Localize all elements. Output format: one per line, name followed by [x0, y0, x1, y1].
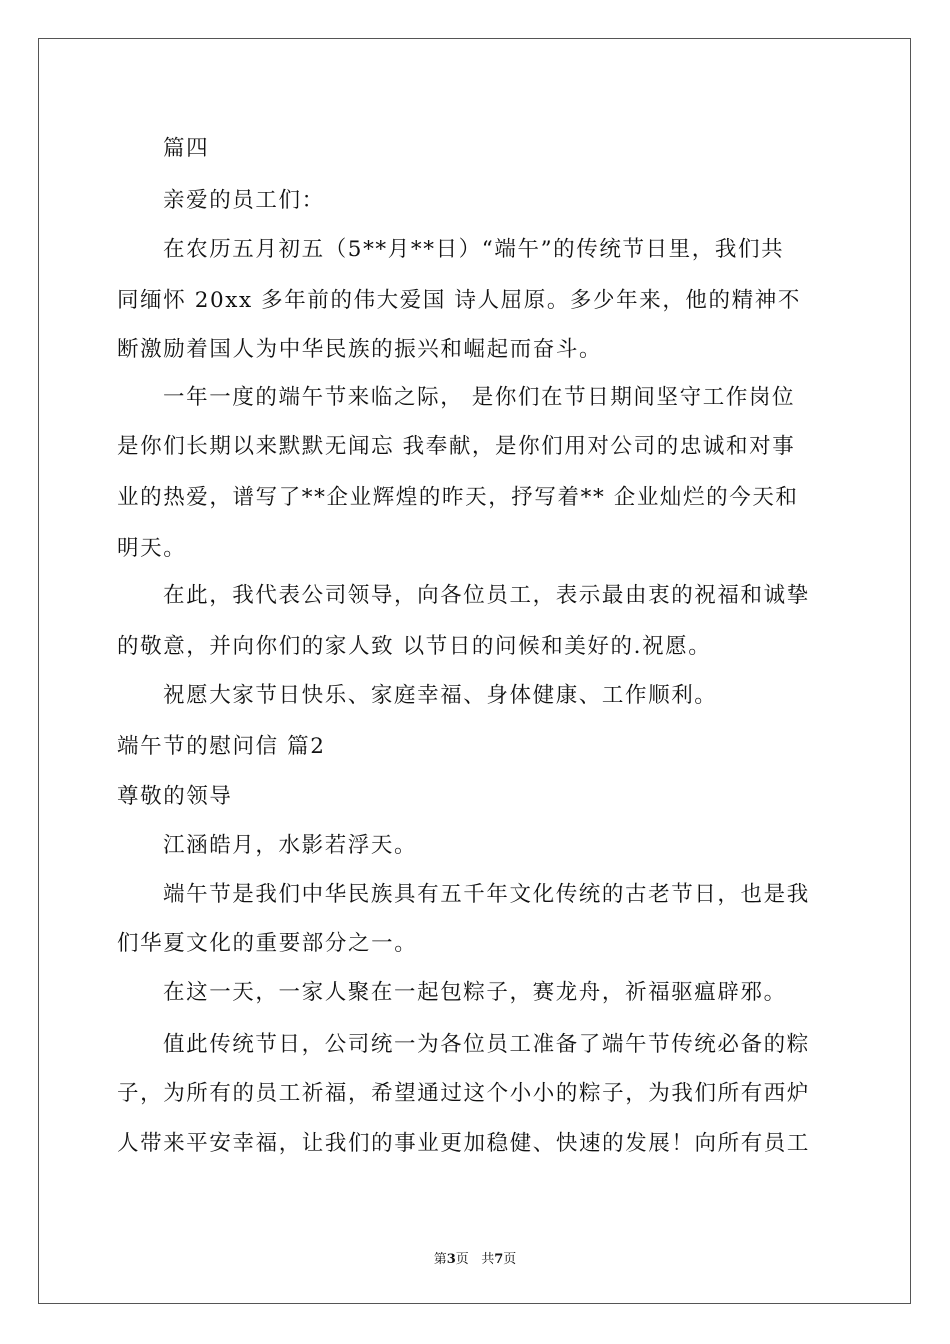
para6-line2: 们华夏文化的重要部分之一。: [117, 931, 418, 956]
para8-line1: 值此传统节日，公司统一为各位员工准备了端午节传统必备的粽: [163, 1032, 810, 1057]
para5: 江涵皓月，水影若浮天。: [163, 833, 418, 858]
para2-line2: 是你们长期以来默默无闻忘 我奉献，是你们用对公司的忠诚和对事: [117, 434, 796, 459]
para4: 祝愿大家节日快乐、家庭幸福、身体健康、工作顺利。: [163, 683, 718, 708]
section-label: 篇四: [163, 136, 210, 161]
salutation-2: 尊敬的领导: [117, 784, 233, 809]
para1-line3: 断激励着国人为中华民族的振兴和崛起而奋斗。: [117, 337, 603, 362]
footer-mid: 页 共: [455, 1252, 495, 1267]
para6-line1: 端午节是我们中华民族具有五千年文化传统的古老节日，也是我: [163, 882, 810, 907]
para2-line1: 一年一度的端午节来临之际， 是你们在节日期间坚守工作岗位: [163, 385, 796, 410]
footer-suffix: 页: [503, 1252, 517, 1267]
para7: 在这一天，一家人聚在一起包粽子，赛龙舟，祈福驱瘟辟邪。: [163, 980, 787, 1005]
footer-prefix: 第: [433, 1252, 447, 1267]
para3-line1: 在此，我代表公司领导，向各位员工，表示最由衷的祝福和诚挚: [163, 583, 810, 608]
page-border: [38, 38, 911, 1304]
footer-current-page: 3: [446, 1252, 456, 1267]
para2-line3: 业的热爱，谱写了**企业辉煌的昨天，抒写着** 企业灿烂的今天和: [117, 485, 799, 510]
para8-line2: 子，为所有的员工祈福，希望通过这个小小的粽子，为我们所有西炉: [117, 1081, 811, 1106]
para8-line3: 人带来平安幸福，让我们的事业更加稳健、快速的发展！向所有员工: [117, 1131, 811, 1156]
para1-line2: 同缅怀 20xx 多年前的伟大爱国 诗人屈原。多少年来，他的精神不: [117, 288, 801, 313]
heading-2: 端午节的慰问信 篇2: [117, 734, 326, 759]
page-footer: [0, 1248, 950, 1267]
para2-line4: 明天。: [117, 536, 187, 561]
para1-line1: 在农历五月初五（5**月**日）“端午”的传统节日里，我们共: [163, 237, 785, 262]
greeting: 亲爱的员工们：: [163, 188, 325, 213]
para3-line2: 的敬意，并向你们的家人致 以节日的问候和美好的.祝愿。: [117, 634, 712, 659]
footer-total-pages: 7: [494, 1252, 504, 1267]
